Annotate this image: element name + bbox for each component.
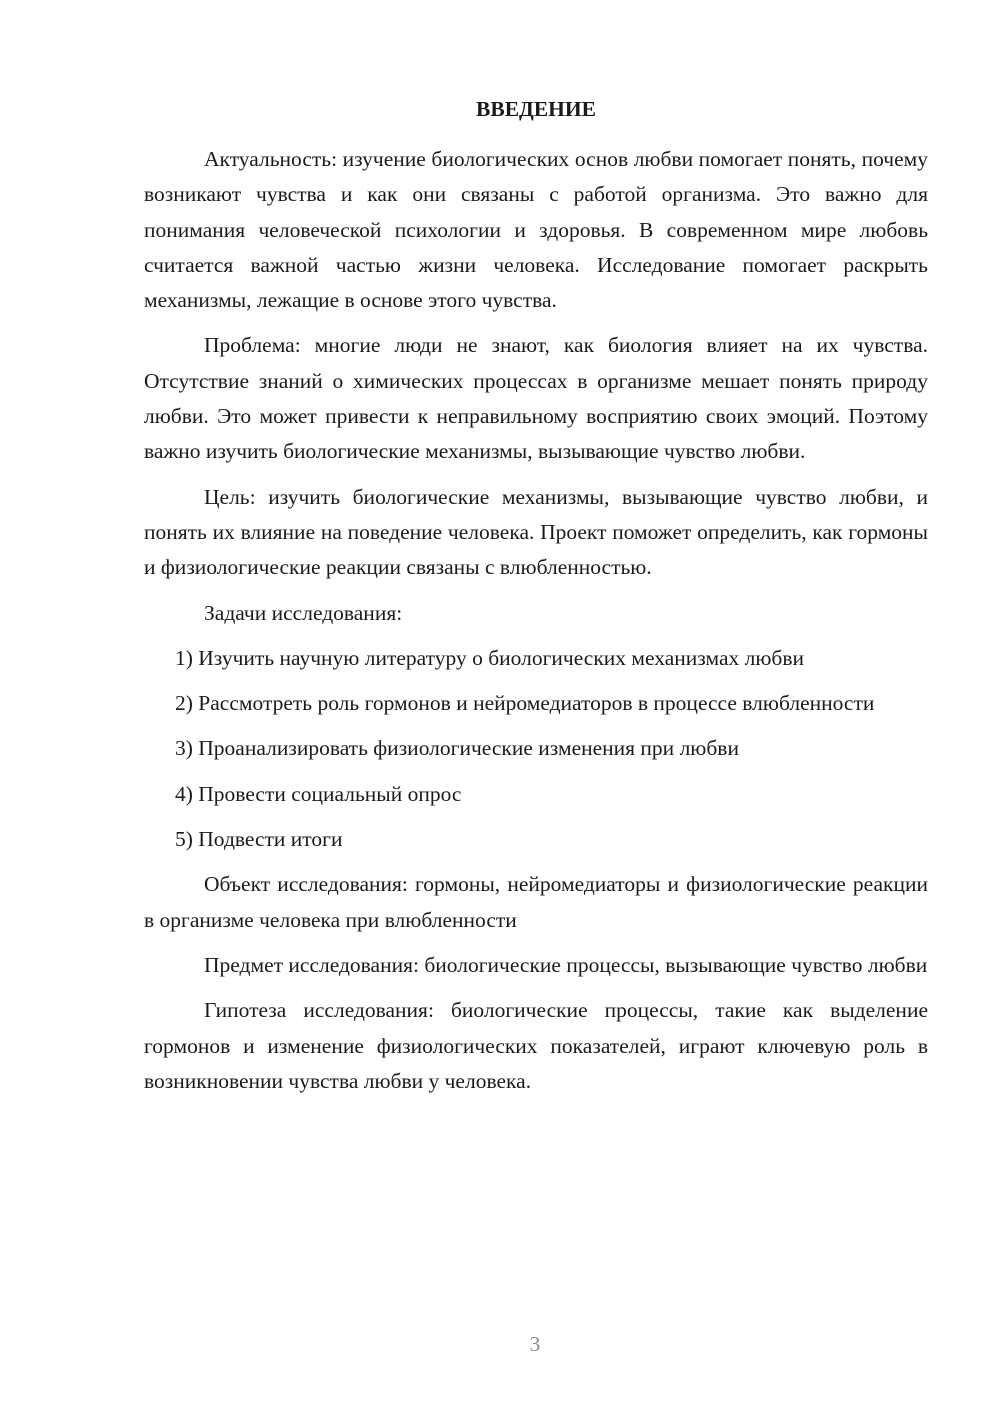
tasks-heading: Задачи исследования: bbox=[204, 600, 403, 625]
document-page bbox=[144, 92, 928, 1109]
problem-paragraph: Проблема: многие люди не знают, как биология влияет на их чувства. Отсутствие знаний о химических процессах в организме мешает понять природу любви. Это может привести к неправильному восприятию своих эмоций. Поэтому важно изучить биологические механизмы, вызывающие чувство любви. bbox=[144, 333, 928, 464]
task-item-5: 5) Подвести итоги bbox=[175, 827, 343, 852]
relevance-paragraph: Актуальность: изучение биологических основ любви помогает понять, почему возникают чувства и как они связаны с работой организма. Это важно для понимания человеческой психологии и здоровья. В современном мире любовь считается важной частью жизни человека. Исследование помогает раскрыть механизмы, лежащие в основе этого чувства. bbox=[144, 147, 928, 313]
task-item-4: 4) Провести социальный опрос bbox=[175, 781, 462, 806]
task-item-1: 1) Изучить научную литературу о биологических механизмах любви bbox=[175, 645, 805, 670]
goal-paragraph: Цель: изучить биологические механизмы, вызывающие чувство любви, и понять их влияние на поведение человека. Проект поможет определить, как гормоны и физиологические реакции связаны с влюбленностью. bbox=[144, 484, 928, 580]
object-paragraph: Объект исследования: гормоны, нейромедиаторы и физиологические реакции в организме человека при влюбленности bbox=[144, 872, 928, 932]
page-title: ВВЕДЕНИЕ bbox=[476, 97, 596, 121]
task-item-2: 2) Рассмотреть роль гормонов и нейромедиаторов в процессе влюбленности bbox=[175, 691, 875, 716]
page-number: 3 bbox=[529, 1332, 541, 1356]
task-item-3: 3) Проанализировать физиологические изменения при любви bbox=[175, 736, 739, 761]
subject-paragraph: Предмет исследования: биологические процессы, вызывающие чувство любви bbox=[204, 952, 928, 977]
hypothesis-paragraph: Гипотеза исследования: биологические процессы, такие как выделение гормонов и изменение физиологических показателей, играют ключевую роль в возникновении чувства любви у человека. bbox=[144, 998, 928, 1093]
